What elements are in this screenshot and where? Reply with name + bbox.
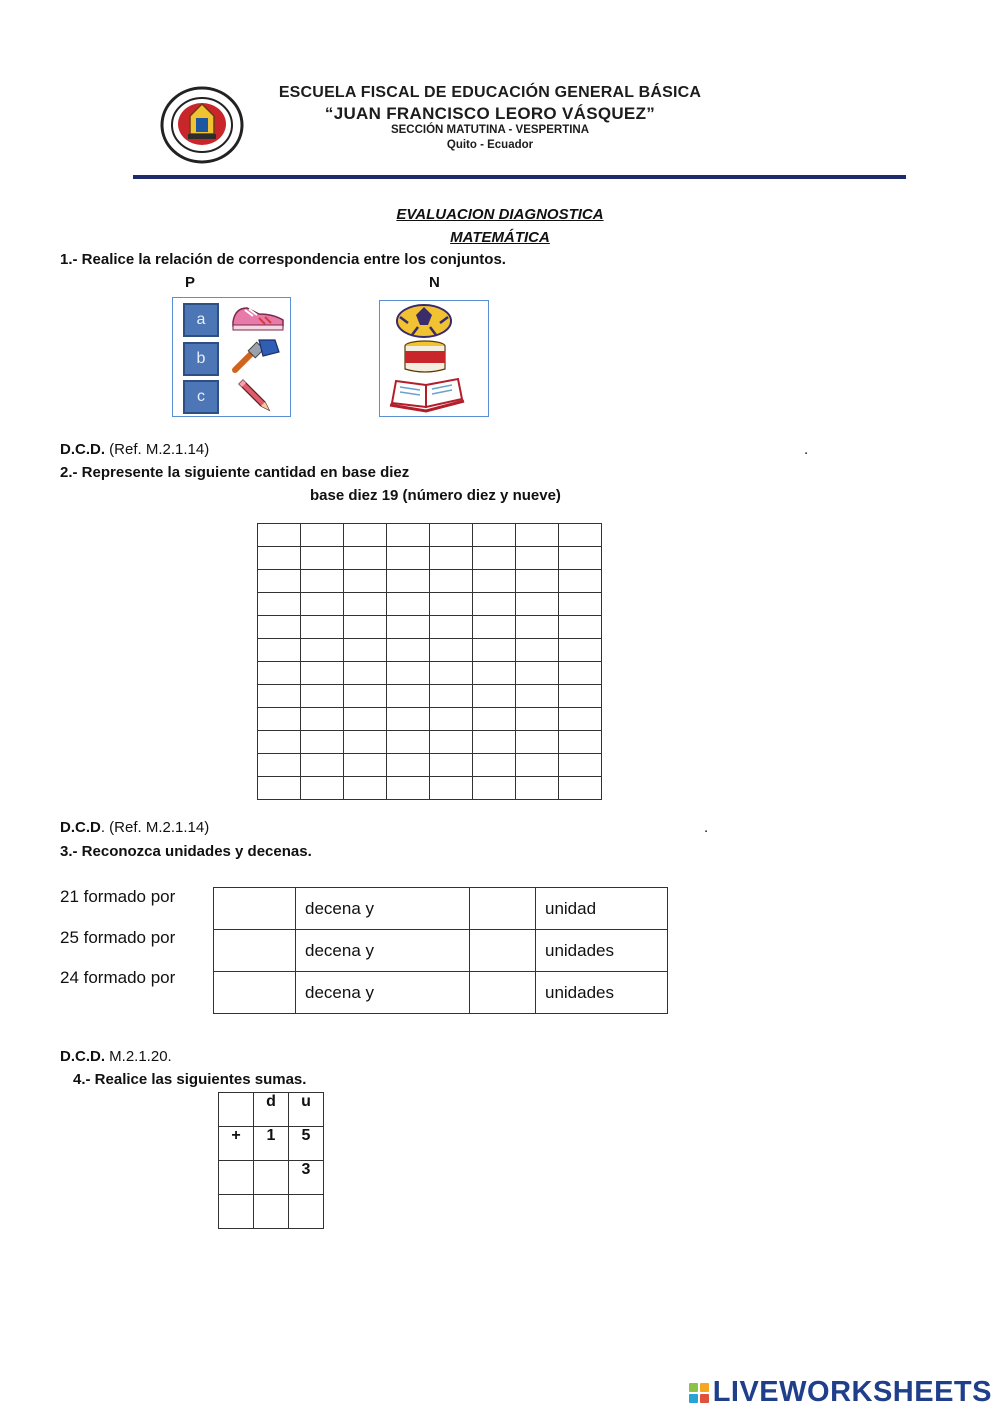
grid-cell[interactable] bbox=[387, 731, 430, 754]
row-label-25: 25 formado por bbox=[60, 928, 176, 947]
grid-cell[interactable] bbox=[301, 593, 344, 616]
decena-label: decena y bbox=[296, 972, 470, 1014]
paintbrush-icon bbox=[229, 336, 285, 374]
grid-cell[interactable] bbox=[559, 662, 602, 685]
grid-cell[interactable] bbox=[473, 777, 516, 800]
grid-cell[interactable] bbox=[387, 662, 430, 685]
dcd-ref-1: D.C.D. (Ref. M.2.1.14) bbox=[60, 441, 210, 458]
grid-cell[interactable] bbox=[258, 639, 301, 662]
grid-cell[interactable] bbox=[516, 662, 559, 685]
grid-cell[interactable] bbox=[473, 708, 516, 731]
grid-cell[interactable] bbox=[344, 570, 387, 593]
set-n-label: N bbox=[429, 274, 440, 291]
grid-cell[interactable] bbox=[344, 708, 387, 731]
base-ten-grid[interactable] bbox=[257, 523, 602, 800]
table-row bbox=[258, 662, 602, 685]
grid-cell[interactable] bbox=[473, 547, 516, 570]
grid-cell[interactable] bbox=[344, 616, 387, 639]
liveworksheets-brand[interactable] bbox=[689, 1376, 992, 1409]
grid-cell[interactable] bbox=[516, 685, 559, 708]
decena-label: decena y bbox=[296, 930, 470, 972]
grid-cell[interactable] bbox=[430, 731, 473, 754]
grid-cell[interactable] bbox=[344, 524, 387, 547]
grid-cell[interactable] bbox=[344, 639, 387, 662]
pencil-icon bbox=[235, 376, 275, 414]
question-1: 1.- Realice la relación de correspondencia entre los conjuntos. bbox=[60, 251, 506, 268]
grid-cell[interactable] bbox=[344, 662, 387, 685]
grid-cell[interactable] bbox=[301, 731, 344, 754]
grid-cell[interactable] bbox=[559, 524, 602, 547]
grid-cell[interactable] bbox=[559, 685, 602, 708]
grid-cell[interactable] bbox=[258, 708, 301, 731]
liveworksheets-logo-icon bbox=[689, 1383, 709, 1403]
sum-cell: 3 bbox=[289, 1161, 324, 1195]
grid-cell[interactable] bbox=[516, 708, 559, 731]
grid-cell[interactable] bbox=[473, 593, 516, 616]
letter-a-button[interactable]: a bbox=[183, 303, 219, 337]
answer-cell[interactable] bbox=[289, 1195, 324, 1229]
grid-cell[interactable] bbox=[344, 754, 387, 777]
school-location: Quito - Ecuador bbox=[446, 139, 534, 151]
grid-cell[interactable] bbox=[387, 685, 430, 708]
grid-cell[interactable] bbox=[430, 547, 473, 570]
grid-cell[interactable] bbox=[473, 616, 516, 639]
units-header: u bbox=[289, 1093, 324, 1127]
grid-cell[interactable] bbox=[559, 777, 602, 800]
grid-cell[interactable] bbox=[387, 708, 430, 731]
grid-cell[interactable] bbox=[387, 639, 430, 662]
brand-text: LIVEWORKSHEETS bbox=[712, 1376, 992, 1408]
grid-cell[interactable] bbox=[258, 731, 301, 754]
grid-cell[interactable] bbox=[559, 570, 602, 593]
decena-label: decena y bbox=[296, 888, 470, 930]
grid-cell[interactable] bbox=[430, 593, 473, 616]
decena-answer-cell[interactable] bbox=[214, 972, 296, 1014]
grid-cell[interactable] bbox=[301, 616, 344, 639]
grid-cell[interactable] bbox=[430, 777, 473, 800]
table-row bbox=[258, 777, 602, 800]
grid-cell[interactable] bbox=[301, 662, 344, 685]
table-row bbox=[258, 731, 602, 754]
set-p-label: P bbox=[185, 274, 196, 291]
unidad-label: unidades bbox=[536, 972, 668, 1014]
letter-c-button[interactable]: c bbox=[183, 380, 219, 414]
set-p-box bbox=[172, 297, 291, 417]
grid-cell[interactable] bbox=[344, 593, 387, 616]
school-name-line2: “JUAN FRANCISCO LEORO VÁSQUEZ” bbox=[324, 104, 656, 123]
grid-cell[interactable] bbox=[387, 547, 430, 570]
table-row bbox=[258, 685, 602, 708]
table-row bbox=[258, 616, 602, 639]
table-row bbox=[258, 570, 602, 593]
sum-cell: 1 bbox=[254, 1127, 289, 1161]
grid-cell[interactable] bbox=[559, 754, 602, 777]
grid-cell[interactable] bbox=[258, 570, 301, 593]
answer-cell[interactable] bbox=[254, 1195, 289, 1229]
grid-cell[interactable] bbox=[516, 570, 559, 593]
grid-cell[interactable] bbox=[387, 593, 430, 616]
grid-cell[interactable] bbox=[559, 616, 602, 639]
row-label-24: 24 formado por bbox=[60, 968, 176, 987]
grid-cell[interactable] bbox=[301, 685, 344, 708]
grid-cell[interactable] bbox=[301, 547, 344, 570]
paint-can-icon bbox=[400, 339, 450, 375]
answer-cell[interactable] bbox=[219, 1195, 254, 1229]
table-row bbox=[258, 754, 602, 777]
grid-cell[interactable] bbox=[516, 524, 559, 547]
grid-cell[interactable] bbox=[516, 547, 559, 570]
grid-cell[interactable] bbox=[516, 731, 559, 754]
grid-cell[interactable] bbox=[473, 570, 516, 593]
school-name-line1: ESCUELA FISCAL DE EDUCACIÓN GENERAL BÁSICA bbox=[278, 84, 702, 101]
grid-cell[interactable] bbox=[430, 754, 473, 777]
grid-cell[interactable] bbox=[559, 547, 602, 570]
grid-cell[interactable] bbox=[559, 731, 602, 754]
grid-cell[interactable] bbox=[430, 662, 473, 685]
school-section: SECCIÓN MATUTINA - VESPERTINA bbox=[390, 124, 590, 136]
decena-answer-cell[interactable] bbox=[214, 930, 296, 972]
page-subtitle: MATEMÁTICA bbox=[450, 229, 550, 246]
grid-cell[interactable] bbox=[387, 570, 430, 593]
table-row bbox=[214, 888, 668, 930]
grid-cell[interactable] bbox=[258, 754, 301, 777]
grid-cell[interactable] bbox=[344, 547, 387, 570]
table-row bbox=[214, 972, 668, 1014]
table-row bbox=[219, 1161, 324, 1195]
header-rule bbox=[133, 175, 906, 179]
table-row bbox=[258, 593, 602, 616]
grid-cell[interactable] bbox=[516, 616, 559, 639]
decena-answer-cell[interactable] bbox=[214, 888, 296, 930]
grid-cell[interactable] bbox=[301, 639, 344, 662]
grid-cell[interactable] bbox=[473, 731, 516, 754]
grid-cell[interactable] bbox=[559, 593, 602, 616]
sneaker-icon bbox=[229, 300, 287, 334]
grid-cell[interactable] bbox=[473, 754, 516, 777]
grid-cell[interactable] bbox=[559, 639, 602, 662]
letter-b-button[interactable]: b bbox=[183, 342, 219, 376]
sum-cell bbox=[219, 1161, 254, 1195]
grid-cell[interactable] bbox=[473, 639, 516, 662]
grid-cell[interactable] bbox=[559, 708, 602, 731]
unidad-answer-cell[interactable] bbox=[470, 972, 536, 1014]
grid-cell[interactable] bbox=[430, 524, 473, 547]
grid-cell[interactable] bbox=[258, 777, 301, 800]
grid-cell[interactable] bbox=[430, 708, 473, 731]
unidad-label: unidad bbox=[536, 888, 668, 930]
grid-cell[interactable] bbox=[258, 524, 301, 547]
table-row bbox=[258, 639, 602, 662]
dot-marker-2: . bbox=[704, 819, 709, 836]
table-row bbox=[258, 708, 602, 731]
grid-cell[interactable] bbox=[387, 616, 430, 639]
plus-sign: + bbox=[219, 1127, 254, 1161]
grid-cell[interactable] bbox=[301, 754, 344, 777]
grid-cell[interactable] bbox=[430, 616, 473, 639]
grid-cell[interactable] bbox=[387, 524, 430, 547]
question-2: 2.- Represente la siguiente cantidad en base diez bbox=[60, 464, 410, 481]
grid-cell[interactable] bbox=[301, 570, 344, 593]
question-4: 4.- Realice las siguientes sumas. bbox=[73, 1071, 307, 1088]
grid-cell[interactable] bbox=[387, 754, 430, 777]
table-row bbox=[219, 1093, 324, 1127]
grid-cell[interactable] bbox=[473, 524, 516, 547]
units-tens-table bbox=[213, 887, 668, 1014]
grid-cell[interactable] bbox=[258, 593, 301, 616]
grid-cell[interactable] bbox=[473, 662, 516, 685]
grid-cell[interactable] bbox=[344, 685, 387, 708]
table-row bbox=[219, 1195, 324, 1229]
unidad-label: unidades bbox=[536, 930, 668, 972]
set-n-box bbox=[379, 300, 489, 417]
grid-cell[interactable] bbox=[516, 777, 559, 800]
grid-cell[interactable] bbox=[301, 708, 344, 731]
table-row bbox=[258, 524, 602, 547]
unidad-answer-cell[interactable] bbox=[470, 888, 536, 930]
book-icon bbox=[388, 377, 466, 413]
tens-header: d bbox=[254, 1093, 289, 1127]
grid-cell[interactable] bbox=[516, 639, 559, 662]
sum-cell bbox=[219, 1093, 254, 1127]
row-label-21: 21 formado por bbox=[60, 887, 176, 906]
grid-cell[interactable] bbox=[301, 524, 344, 547]
grid-cell[interactable] bbox=[344, 731, 387, 754]
grid-cell[interactable] bbox=[301, 777, 344, 800]
sum-cell bbox=[254, 1161, 289, 1195]
grid-cell[interactable] bbox=[516, 754, 559, 777]
grid-cell[interactable] bbox=[258, 662, 301, 685]
grid-cell[interactable] bbox=[430, 639, 473, 662]
grid-cell[interactable] bbox=[430, 570, 473, 593]
grid-cell[interactable] bbox=[430, 685, 473, 708]
question-3: 3.- Reconozca unidades y decenas. bbox=[60, 843, 312, 860]
grid-cell[interactable] bbox=[258, 616, 301, 639]
dcd-ref-2: D.C.D. (Ref. M.2.1.14) bbox=[60, 819, 210, 836]
grid-cell[interactable] bbox=[473, 685, 516, 708]
grid-cell[interactable] bbox=[258, 685, 301, 708]
grid-cell[interactable] bbox=[258, 547, 301, 570]
grid-cell[interactable] bbox=[387, 777, 430, 800]
question-2-subtitle: base diez 19 (número diez y nueve) bbox=[310, 487, 561, 504]
unidad-answer-cell[interactable] bbox=[470, 930, 536, 972]
grid-cell[interactable] bbox=[516, 593, 559, 616]
sum-cell: 5 bbox=[289, 1127, 324, 1161]
table-row bbox=[258, 547, 602, 570]
dot-marker-1: . bbox=[804, 441, 809, 458]
addition-table bbox=[218, 1092, 324, 1229]
dcd-ref-3: D.C.D. M.2.1.20. bbox=[60, 1048, 172, 1065]
page-title: EVALUACION DIAGNOSTICA bbox=[396, 206, 604, 223]
table-row bbox=[219, 1127, 324, 1161]
ball-icon bbox=[394, 303, 454, 339]
table-row bbox=[214, 930, 668, 972]
grid-cell[interactable] bbox=[344, 777, 387, 800]
